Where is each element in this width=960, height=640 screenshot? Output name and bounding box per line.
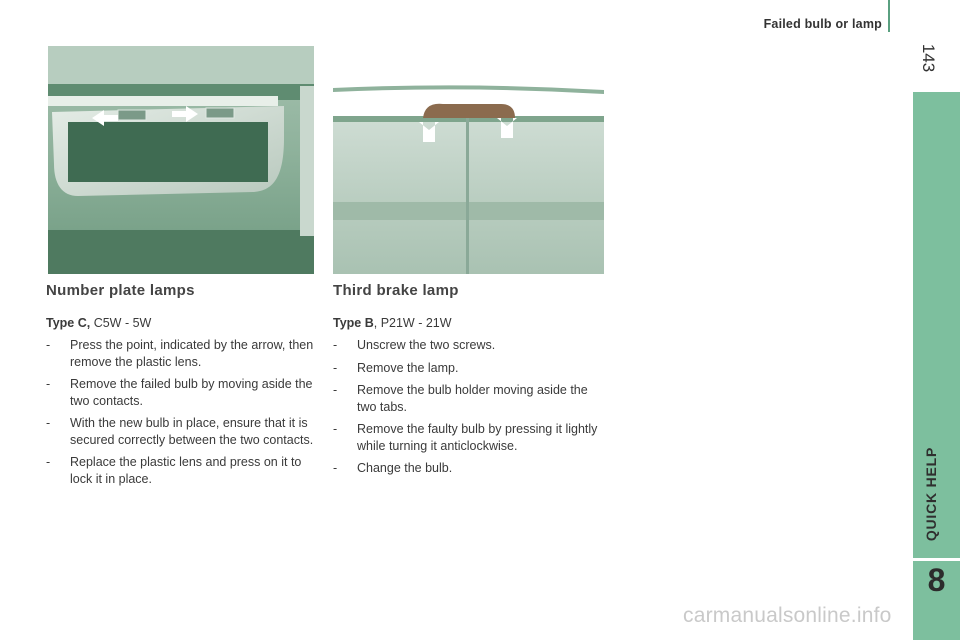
step-text: Replace the plastic lens and press on it to lock it in place. [70, 455, 302, 486]
list-marker: - [333, 383, 338, 397]
steps-list [333, 337, 603, 477]
list-marker: - [333, 360, 338, 375]
page-number: 143 [919, 43, 938, 73]
step-text: Press the point, indicated by the arrow, then remove the plastic lens. [70, 338, 314, 369]
list-item [333, 382, 603, 415]
bulb-type-label: Type C, [46, 315, 91, 330]
list-item [46, 337, 316, 370]
steps-list [46, 337, 316, 487]
list-marker: - [46, 455, 51, 469]
list-marker: - [46, 377, 51, 391]
list-item [46, 454, 316, 487]
step-text: Remove the bulb holder moving aside the two tabs. [357, 383, 588, 414]
section-title-brake-lamp: Third brake lamp [333, 282, 459, 299]
list-item [46, 376, 316, 409]
bulb-type-value: C5W - 5W [90, 315, 152, 330]
step-text: With the new bulb in place, ensure that it is secured correctly between the two contacts. [70, 416, 314, 447]
list-item [46, 415, 316, 448]
side-tab-label [916, 435, 946, 553]
list-marker: - [333, 461, 338, 475]
bulb-type [333, 315, 603, 332]
chapter-number: 8 [927, 562, 946, 598]
bulb-type [46, 315, 316, 332]
brake-lamp-section [333, 283, 603, 483]
list-item [333, 360, 603, 377]
step-text: Remove the lamp. [357, 360, 459, 375]
side-tab-text: QUICK HELP [923, 446, 939, 542]
bulb-type-label: Type B [333, 315, 374, 330]
step-text: Remove the faulty bulb by pressing it lightly while turning it anticlockwise. [357, 422, 598, 453]
list-marker: - [46, 338, 51, 352]
list-marker: - [46, 416, 51, 430]
third-brake-lamp-photo [333, 82, 604, 274]
list-item [333, 421, 603, 454]
bulb-type-value: , P21W - 21W [373, 315, 452, 330]
list-marker: - [333, 338, 338, 352]
step-text: Change the bulb. [357, 461, 453, 475]
watermark: carmanualsonline.info [683, 604, 892, 627]
list-marker: - [333, 422, 338, 436]
step-text: Unscrew the two screws. [357, 338, 496, 352]
number-plate-section [46, 283, 316, 493]
list-item [333, 337, 603, 354]
header-rule [888, 0, 890, 32]
section-title-number-plate: Number plate lamps [46, 282, 195, 299]
step-text: Remove the failed bulb by moving aside the two contacts. [70, 377, 313, 408]
list-item [333, 460, 603, 477]
running-header: Failed bulb or lamp [763, 17, 882, 31]
number-plate-lamps-photo [48, 46, 314, 274]
